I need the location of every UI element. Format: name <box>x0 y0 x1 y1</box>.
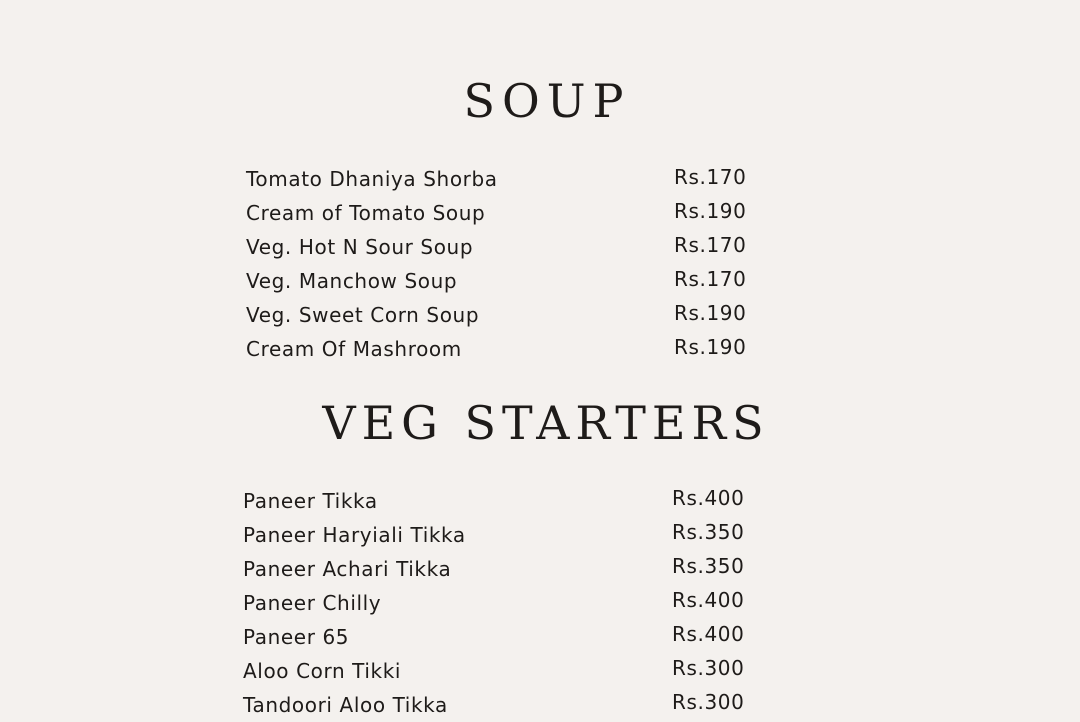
item-name: Aloo Corn Tikki <box>243 659 402 683</box>
item-name: Paneer Haryiali Tikka <box>243 523 466 547</box>
item-name: Veg. Manchow Soup <box>246 269 458 293</box>
item-name: Veg. Sweet Corn Soup <box>246 303 480 327</box>
item-price: Rs.350 <box>672 554 745 578</box>
item-name: Cream Of Mashroom <box>246 337 462 361</box>
item-price: Rs.170 <box>674 267 747 291</box>
item-price: Rs.400 <box>672 588 745 612</box>
menu-item <box>246 332 746 366</box>
menu-item <box>243 620 748 654</box>
menu-item <box>246 196 746 230</box>
menu-item <box>246 264 746 298</box>
menu-item <box>246 298 746 332</box>
item-price: Rs.400 <box>672 486 745 510</box>
item-price: Rs.170 <box>674 233 747 257</box>
menu-item <box>243 586 748 620</box>
soup-section-title: SOUP <box>463 74 631 128</box>
item-price: Rs.170 <box>674 165 747 189</box>
menu-item <box>246 162 746 196</box>
item-price: Rs.350 <box>672 520 745 544</box>
item-price: Rs.190 <box>674 199 747 223</box>
item-name: Veg. Hot N Sour Soup <box>246 235 474 259</box>
item-price: Rs.190 <box>674 335 747 359</box>
menu-item <box>243 484 748 518</box>
menu-item <box>243 518 748 552</box>
item-name: Cream of Tomato Soup <box>246 201 486 225</box>
item-name: Tomato Dhaniya Shorba <box>246 167 498 191</box>
menu-item <box>246 230 746 264</box>
item-name: Paneer 65 <box>243 625 350 649</box>
veg-starters-section-title: VEG STARTERS <box>322 396 770 450</box>
item-price: Rs.300 <box>672 690 745 714</box>
soup-menu-list <box>246 162 746 366</box>
item-price: Rs.400 <box>672 622 745 646</box>
item-name: Paneer Tikka <box>243 489 378 513</box>
item-name: Paneer Achari Tikka <box>243 557 452 581</box>
item-price: Rs.190 <box>674 301 747 325</box>
item-name: Tandoori Aloo Tikka <box>243 693 448 717</box>
item-price: Rs.300 <box>672 656 745 680</box>
menu-item <box>243 688 748 722</box>
menu-item <box>243 552 748 586</box>
veg-starters-menu-list <box>243 484 748 722</box>
menu-item <box>243 654 748 688</box>
item-name: Paneer Chilly <box>243 591 382 615</box>
